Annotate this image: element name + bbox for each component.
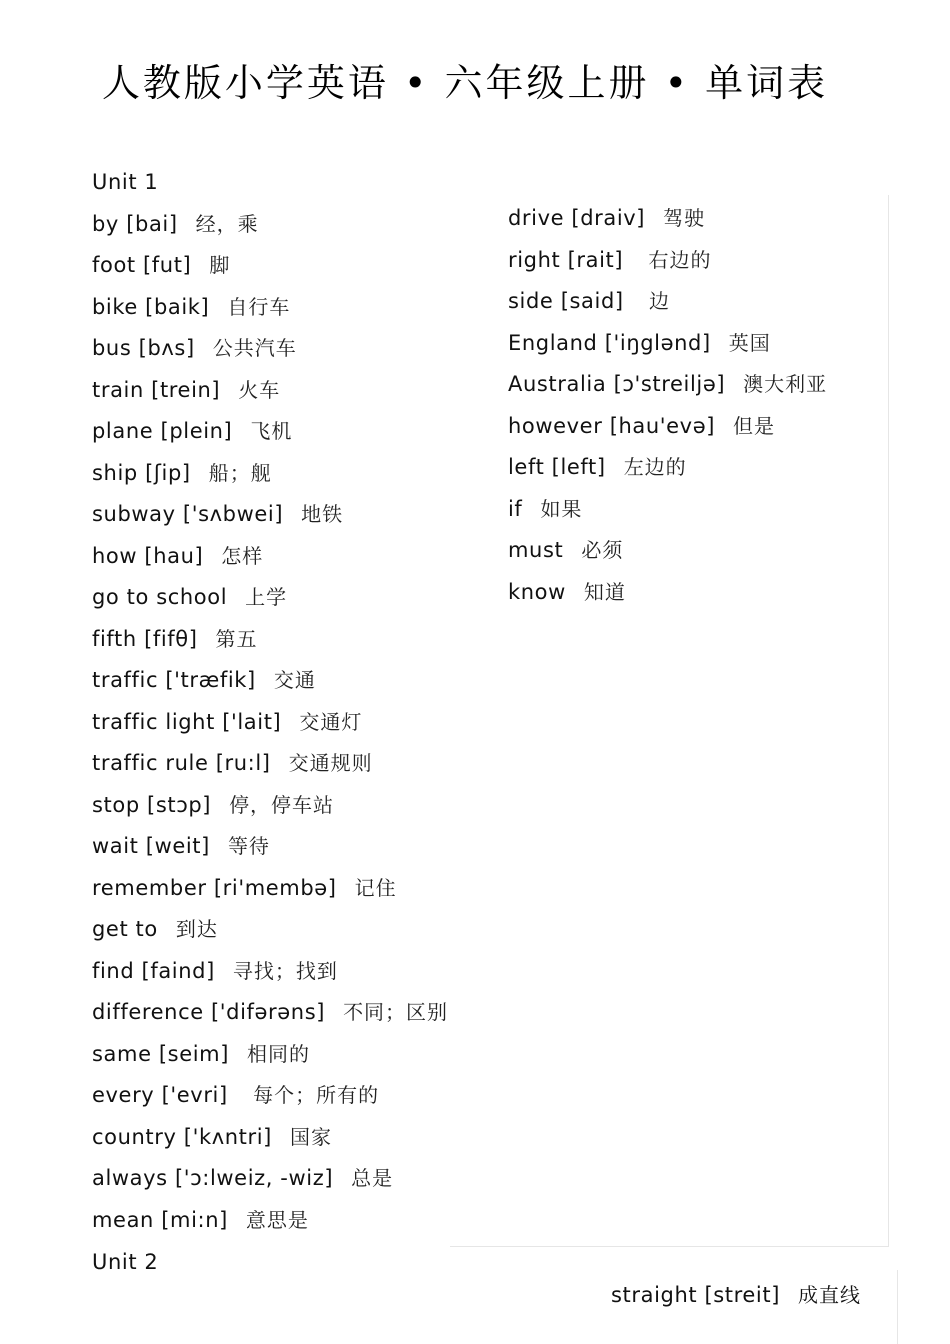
chinese-meaning: 驾驶 — [663, 206, 706, 230]
vocabulary-entry — [92, 536, 452, 578]
vocabulary-entry — [508, 240, 888, 282]
chinese-meaning: 边 — [641, 289, 671, 313]
chinese-meaning: 脚 — [209, 253, 231, 277]
chinese-meaning: 但是 — [733, 413, 776, 438]
vocabulary-entry — [92, 245, 452, 287]
vocabulary-entry — [92, 826, 452, 868]
chinese-meaning: 不同；区别 — [343, 1000, 449, 1024]
chinese-meaning: 澳大利亚 — [743, 372, 828, 396]
vocabulary-entry — [92, 411, 452, 453]
vocabulary-entry — [92, 868, 452, 910]
chinese-meaning: 交通规则 — [288, 751, 373, 775]
english-word: England ['iŋglənd] — [508, 330, 711, 355]
vocabulary-entry — [92, 204, 452, 246]
page-title: 人教版小学英语 • 六年级上册 • 单词表 — [101, 61, 829, 105]
chinese-meaning: 火车 — [238, 377, 281, 402]
chinese-meaning: 交通 — [273, 668, 316, 692]
page-edge-line — [897, 1270, 898, 1344]
vocabulary-entry — [611, 1274, 861, 1316]
english-word: wait [weit] — [92, 834, 210, 858]
chinese-meaning: 第五 — [215, 626, 258, 651]
vocabulary-entry — [92, 619, 452, 661]
vocabulary-entry — [508, 572, 888, 614]
chinese-meaning: 经，乘 — [195, 211, 259, 236]
english-word: mean [mi:n] — [92, 1207, 228, 1232]
english-word: right [rait] — [508, 247, 624, 272]
english-word: always ['ɔ:lweiz, -wiz] — [92, 1166, 334, 1190]
chinese-meaning: 知道 — [583, 579, 626, 604]
vocabulary-entry — [92, 992, 452, 1034]
chinese-meaning: 右边的 — [641, 247, 712, 272]
vocabulary-entry — [92, 702, 452, 744]
chinese-meaning: 如果 — [540, 496, 583, 521]
chinese-meaning: 记住 — [354, 875, 397, 900]
vocabulary-entry — [92, 743, 452, 785]
english-word: however [hau'evə] — [508, 413, 716, 438]
english-word: straight [streit] — [611, 1283, 780, 1307]
english-word: stop [stɔp] — [92, 792, 212, 817]
english-word: difference ['difərəns] — [92, 1000, 326, 1024]
vocabulary-entry — [508, 406, 888, 448]
vocabulary-entry — [508, 447, 888, 489]
vocabulary-entry — [92, 1200, 452, 1242]
chinese-meaning: 到达 — [175, 917, 218, 941]
column-bottom-line — [450, 1246, 888, 1247]
chinese-meaning: 英国 — [728, 330, 771, 355]
english-word: traffic light ['lait] — [92, 709, 282, 734]
vocabulary-entry — [92, 494, 452, 536]
english-word: left [left] — [508, 455, 606, 479]
english-word: traffic rule [ru:l] — [92, 751, 271, 775]
chinese-meaning: 每个；所有的 — [245, 1083, 380, 1107]
chinese-meaning: 上学 — [245, 585, 288, 609]
vocabulary-entry — [92, 1158, 452, 1200]
english-word: fifth [fifθ] — [92, 626, 198, 651]
vocabulary-entry — [92, 1117, 452, 1159]
chinese-meaning: 停，停车站 — [229, 792, 335, 817]
chinese-meaning: 左边的 — [623, 455, 687, 479]
vocabulary-entry — [92, 785, 452, 827]
chinese-meaning: 寻找；找到 — [232, 958, 338, 983]
vocabulary-list-right — [508, 198, 888, 613]
english-word: how [hau] — [92, 543, 204, 568]
chinese-meaning: 相同的 — [247, 1041, 310, 1066]
vocabulary-entry — [92, 370, 452, 412]
chinese-meaning: 意思是 — [245, 1207, 309, 1232]
english-word: side [said] — [508, 289, 624, 313]
vocabulary-entry — [508, 364, 888, 406]
chinese-meaning: 交通灯 — [299, 709, 363, 734]
english-word: get to — [92, 917, 158, 941]
english-word: drive [draiv] — [508, 206, 646, 230]
english-word: ship [ʃip] — [92, 460, 191, 485]
unit-heading: Unit 1 — [92, 170, 159, 194]
vocabulary-list-left — [92, 162, 452, 1241]
chinese-meaning: 地铁 — [301, 502, 344, 526]
english-word: by [bai] — [92, 211, 178, 236]
english-word: go to school — [92, 585, 228, 609]
chinese-meaning: 船；舰 — [208, 460, 272, 485]
english-word: every ['evri] — [92, 1083, 228, 1107]
english-word: subway ['sʌbwei] — [92, 502, 284, 526]
chinese-meaning: 自行车 — [227, 294, 291, 319]
english-word: train [trein] — [92, 377, 221, 402]
english-word: must — [508, 538, 564, 562]
column-divider-line — [888, 195, 889, 1247]
vocabulary-entry — [508, 489, 888, 531]
english-word: find [faind] — [92, 958, 215, 983]
english-word: bike [baik] — [92, 294, 210, 319]
english-word: foot [fut] — [92, 253, 192, 277]
vocabulary-entry — [92, 287, 452, 329]
vocabulary-entry — [508, 281, 888, 323]
chinese-meaning: 飞机 — [250, 419, 293, 443]
vocabulary-entry — [92, 577, 452, 619]
chinese-meaning: 必须 — [581, 538, 624, 562]
english-word: Australia [ɔ'streiljə] — [508, 372, 726, 396]
vocabulary-entry — [92, 453, 452, 495]
english-word: bus [bʌs] — [92, 336, 195, 360]
vocabulary-entry — [92, 909, 452, 951]
vocabulary-entry — [508, 323, 888, 365]
vocabulary-entry — [508, 198, 888, 240]
chinese-meaning: 国家 — [289, 1124, 332, 1149]
vocabulary-entry — [92, 1034, 452, 1076]
english-word: traffic ['træfik] — [92, 668, 256, 692]
vocabulary-entry — [92, 1075, 452, 1117]
vocabulary-entry — [92, 328, 452, 370]
vocabulary-entry — [508, 530, 888, 572]
chinese-meaning: 等待 — [227, 834, 270, 858]
english-word: remember [ri'membə] — [92, 875, 337, 900]
chinese-meaning: 成直线 — [797, 1283, 861, 1307]
chinese-meaning: 总是 — [351, 1166, 394, 1190]
chinese-meaning: 怎样 — [221, 543, 264, 568]
english-word: country ['kʌntri] — [92, 1124, 272, 1149]
english-word: plane [plein] — [92, 419, 233, 443]
vocabulary-entry — [92, 951, 452, 993]
english-word: if — [508, 496, 523, 521]
unit-heading: Unit 2 — [92, 1250, 159, 1274]
english-word: know — [508, 579, 566, 604]
chinese-meaning: 公共汽车 — [212, 336, 297, 360]
vocabulary-entry — [92, 660, 452, 702]
english-word: same [seim] — [92, 1041, 229, 1066]
